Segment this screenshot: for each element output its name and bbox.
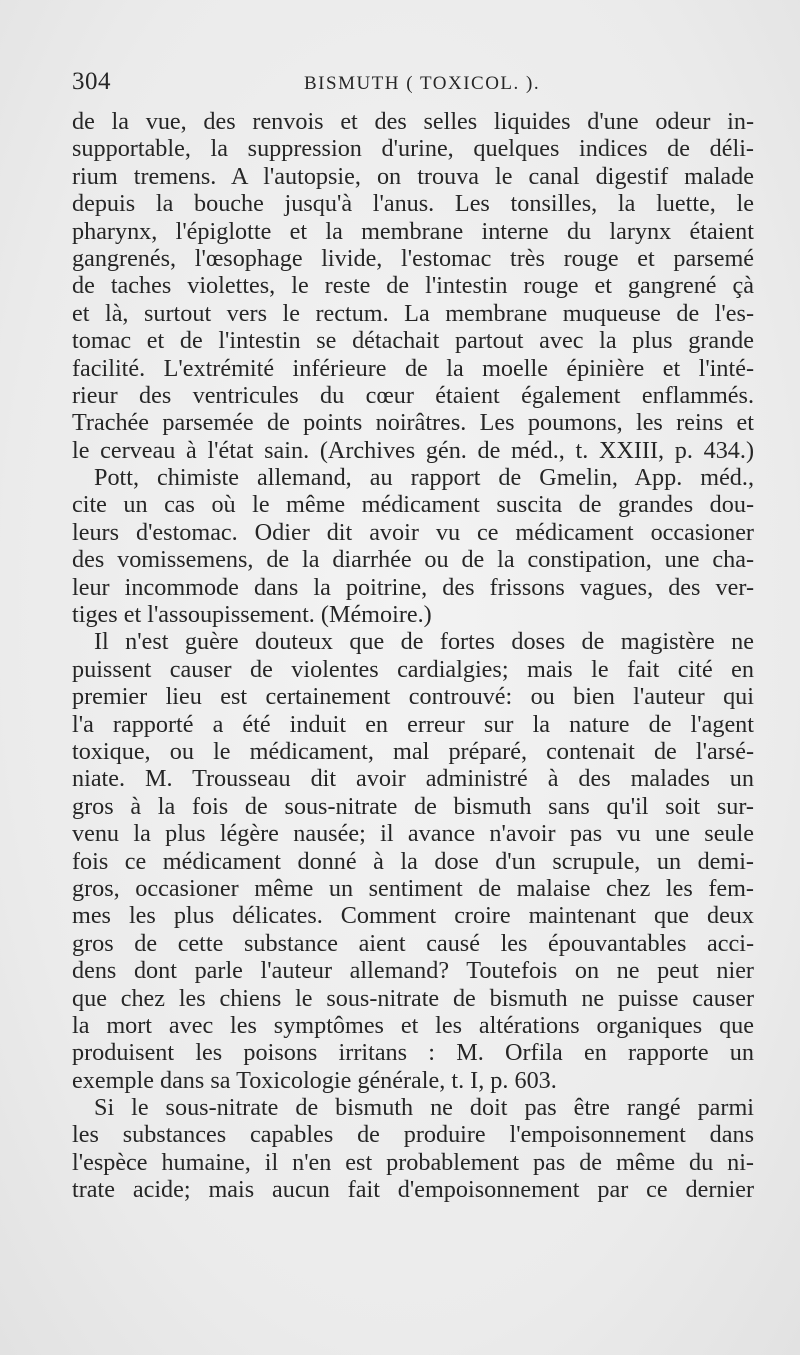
body-text xyxy=(72,108,754,1204)
text-line: rium tremens. A l'autopsie, on trouva le canal digestif malade xyxy=(72,162,754,190)
text-line: de taches violettes, le reste de l'intestin rouge et gangrené çà xyxy=(72,272,754,300)
text-line: des vomissemens, de la diarrhée ou de la constipation, une cha- xyxy=(72,546,754,574)
text-line: la mort avec les symptômes et les altérations organiques que xyxy=(72,1011,754,1039)
text-line: puissent causer de violentes cardialgies; mais le fait cité en xyxy=(72,655,754,683)
text-line: exemple dans sa Toxicologie générale, t. I, p. 603. xyxy=(72,1066,557,1094)
text-line: gros de cette substance aient causé les épouvantables acci- xyxy=(72,929,754,957)
text-line: pharynx, l'épiglotte et la membrane interne du larynx étaient xyxy=(72,217,754,245)
running-head xyxy=(72,68,752,102)
text-line: rieur des ventricules du cœur étaient également enflammés. xyxy=(72,381,754,409)
text-line: facilité. L'extrémité inférieure de la moelle épinière et l'inté- xyxy=(72,354,754,382)
text-line: les substances capables de produire l'empoisonnement dans xyxy=(72,1121,754,1149)
text-line: gros, occasioner même un sentiment de malaise chez les fem- xyxy=(72,874,754,902)
text-line: niate. M. Trousseau dit avoir administré à des malades un xyxy=(72,765,754,793)
text-line: l'espèce humaine, il n'en est probablement pas de même du ni- xyxy=(72,1148,754,1176)
text-line: gangrenés, l'œsophage livide, l'estomac très rouge et parsemé xyxy=(72,244,754,272)
text-line: Il n'est guère douteux que de fortes doses de magistère ne xyxy=(94,628,754,656)
text-line: gros à la fois de sous-nitrate de bismuth sans qu'il soit sur- xyxy=(72,792,754,820)
text-line: Si le sous-nitrate de bismuth ne doit pas être rangé parmi xyxy=(94,1094,754,1122)
text-line: venu la plus légère nausée; il avance n'avoir pas vu une seule xyxy=(72,820,754,848)
text-line: l'a rapporté a été induit en erreur sur la nature de l'agent xyxy=(72,710,754,738)
text-line: cite un cas où le même médicament suscita de grandes dou- xyxy=(72,491,754,519)
page-number: 304 xyxy=(72,68,111,95)
text-line: leurs d'estomac. Odier dit avoir vu ce médicament occasioner xyxy=(72,518,754,546)
text-line: mes les plus délicates. Comment croire maintenant que deux xyxy=(72,902,754,930)
text-line: tiges et l'assoupissement. (Mémoire.) xyxy=(72,601,432,629)
text-line: supportable, la suppression d'urine, quelques indices de déli- xyxy=(72,135,754,163)
running-title: BISMUTH ( TOXICOL. ). xyxy=(304,73,541,94)
text-line: que chez les chiens le sous-nitrate de bismuth ne puisse causer xyxy=(72,984,754,1012)
text-line: leur incommode dans la poitrine, des frissons vagues, des ver- xyxy=(72,573,754,601)
text-line: depuis la bouche jusqu'à l'anus. Les tonsilles, la luette, le xyxy=(72,190,754,218)
text-line: premier lieu est certainement controuvé: ou bien l'auteur qui xyxy=(72,683,754,711)
text-line: fois ce médicament donné à la dose d'un scrupule, un demi- xyxy=(72,847,754,875)
text-line: dens dont parle l'auteur allemand? Toutefois on ne peut nier xyxy=(72,957,754,985)
text-line: Pott, chimiste allemand, au rapport de Gmelin, App. méd., xyxy=(94,464,754,492)
text-line: tomac et de l'intestin se détachait partout avec la plus grande xyxy=(72,327,754,355)
text-line: Trachée parsemée de points noirâtres. Les poumons, les reins et xyxy=(72,409,754,437)
text-line: de la vue, des renvois et des selles liquides d'une odeur in- xyxy=(72,108,754,135)
text-line: et là, surtout vers le rectum. La membrane muqueuse de l'es- xyxy=(72,299,754,327)
text-line: toxique, ou le médicament, mal préparé, contenait de l'arsé- xyxy=(72,737,754,765)
text-line: le cerveau à l'état sain. (Archives gén. de méd., t. XXIII, p. 434.) xyxy=(72,436,754,464)
text-line: produisent les poisons irritans : M. Orfila en rapporte un xyxy=(72,1039,754,1067)
text-line: trate acide; mais aucun fait d'empoisonnement par ce dernier xyxy=(72,1176,754,1204)
